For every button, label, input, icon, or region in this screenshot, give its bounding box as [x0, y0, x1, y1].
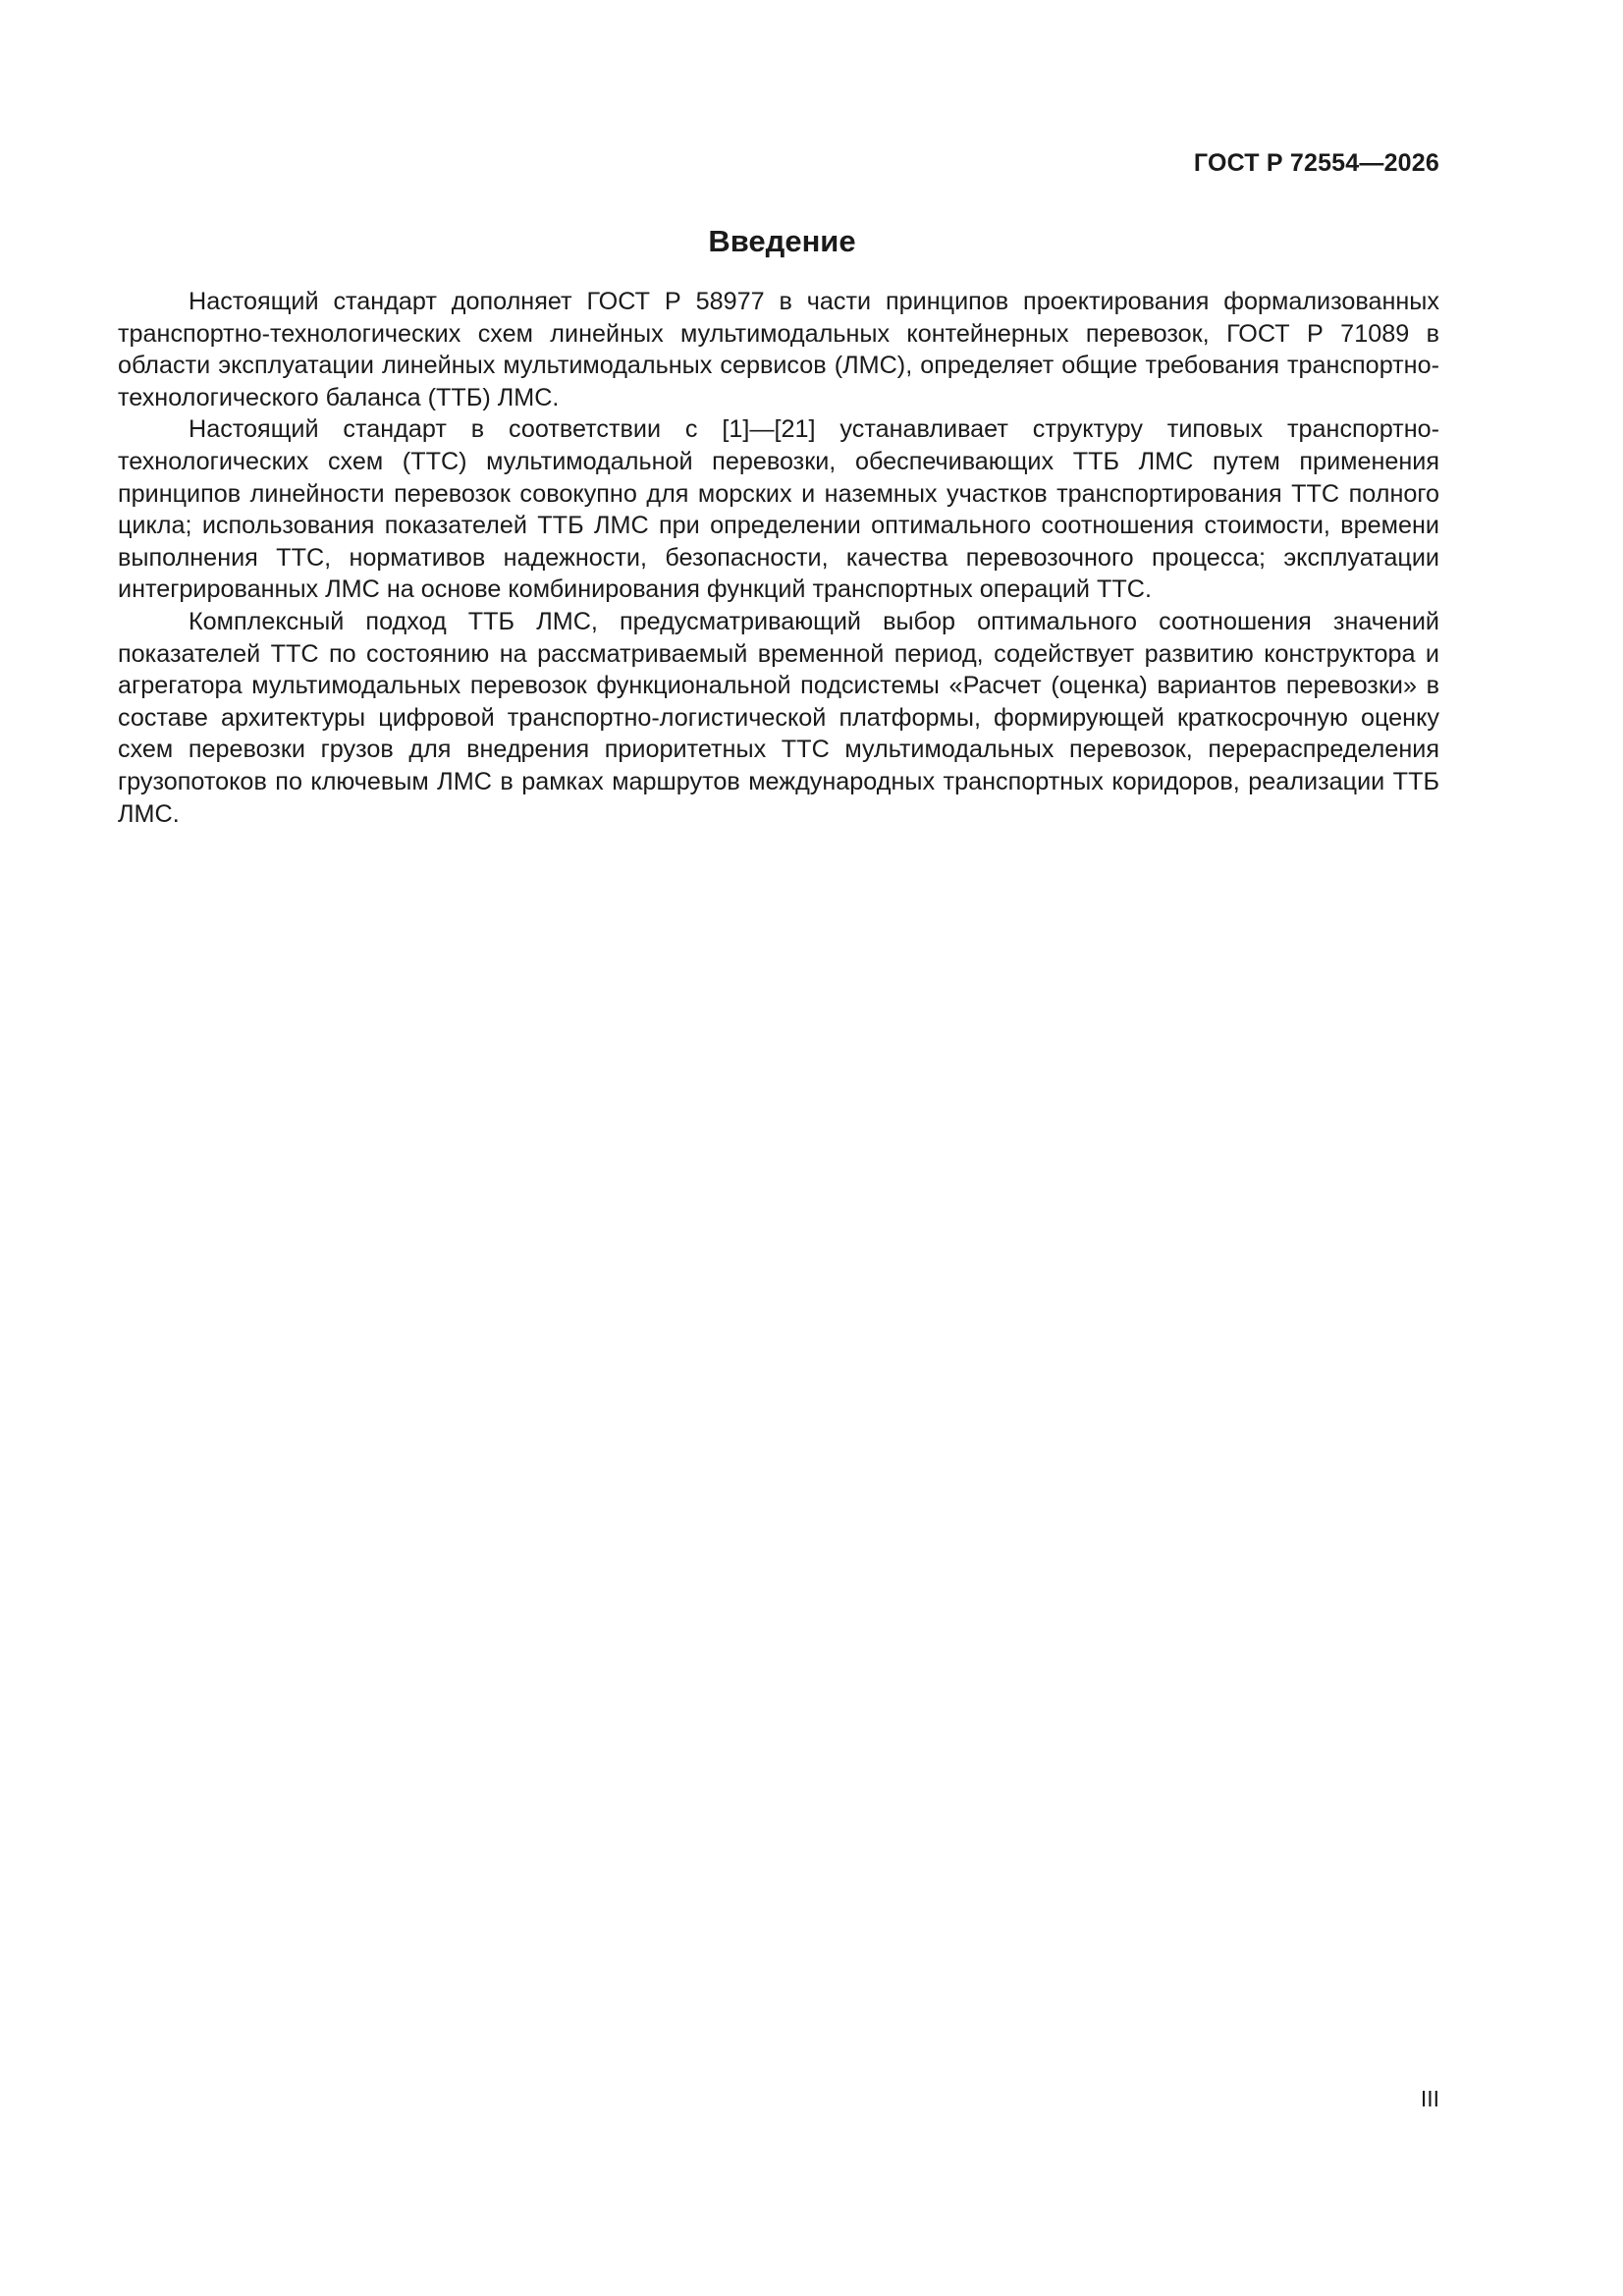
page-number: III	[1420, 2086, 1439, 2111]
paragraph: Настоящий стандарт в соответствии с [1]—[21] устанавливает структуру типовых транспортнотехнологических схем (ТТС) мультимодальной перевозки, обеспечивающих ТТБ ЛМС путем применения принципов линейности перевозок совокупно для морских и наземных участков транспортирования ТТС полного цикла; использования показателей ТТБ ЛМС при определении оптимального соотношения стоимости, времени выполнения ТТС, нормативов надежности, безопасности, качества перевозочного процесса; эксплуатации интегрированных ЛМС на основе комбинирования функций транспортных операций ТТС.	[118, 415, 1439, 604]
body-text	[118, 286, 1439, 830]
section-title: Введение	[708, 224, 856, 258]
paragraph: Комплексный подход ТТБ ЛМС, предусматривающий выбор оптимального соотношения значений показателей ТТС по состоянию на рассматриваемый временной период, содействует развитию конструктора и агрегатора мультимодальных перевозок функциональной подсистемы «Расчет (оценка) вариантов перевозки» в составе архитектуры цифровой транспортно-логистической платформы, формирующей краткосрочную оценку схем перевозки грузов для внедрения приоритетных ТТС мультимодальных перевозок, перераспределения грузопотоков по ключевым ЛМС в рамках маршрутов международных транспортных коридоров, реализации ТТБ ЛМС.	[118, 607, 1439, 828]
paragraph: Настоящий стандарт дополняет ГОСТ Р 58977 в части принципов проектирования формализованных транспортно-технологических схем линейных мультимодальных контейнерных перевозок, ГОСТ Р 71089 в области эксплуатации линейных мультимодальных сервисов (ЛМС), определяет общие требования транспортно-технологического баланса (ТТБ) ЛМС.	[118, 288, 1439, 411]
document-code: ГОСТ Р 72554—2026	[1193, 149, 1439, 177]
